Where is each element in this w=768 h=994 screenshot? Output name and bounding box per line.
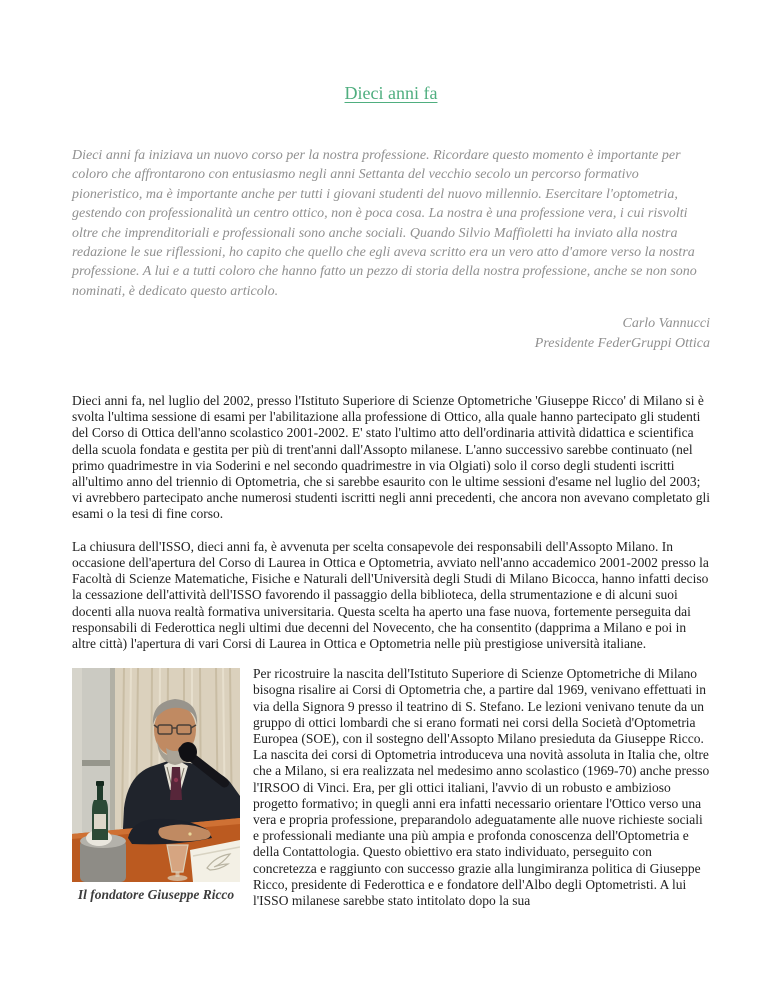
article-title[interactable]: Dieci anni fa [344, 83, 438, 103]
photo-giuseppe-ricco-image [72, 668, 240, 882]
photo-caption: Il fondatore Giuseppe Ricco [77, 887, 235, 903]
paragraph-3-block [72, 666, 710, 909]
intro-paragraph: Dieci anni fa iniziava un nuovo corso per la nostra professione. Ricordare questo momento è importante per coloro che affrontarono con entusiasmo negli anni Settanta del vecchio secolo un percorso formativo pioneristico, ma è importante anche per tutti i giovani studenti del nuovo millennio. Esercitare l'optometria, gestendo con professionalità un centro ottico, non è poca cosa. La nostra è una professione vera, i cui risvolti oltre che imprenditoriali e professionali sono anche sociali. Quando Silvio Maffioletti ha inviato alla nostra redazione le sue riflessioni, ho capito che quello che egli aveva scritto era un vero atto d'amore verso la nostra professione. A lui e a tutti coloro che hanno fatto un pezzo di storia della nostra professione, anche se non sono nominati, è dedicato questo articolo. [72, 148, 697, 299]
attribution-name: Carlo Vannucci [622, 316, 710, 332]
attribution [72, 314, 710, 353]
attribution-role: Presidente FederGruppi Ottica [534, 335, 710, 351]
photo-figure [72, 668, 240, 903]
paragraph-1: Dieci anni fa, nel luglio del 2002, presso l'Istituto Superiore di Scienze Optometriche 'Giuseppe Ricco' di Milano si è svolta l'ultima sessione di esami per l'abilitazione alla professione di Ottico, alla quale hanno partecipato gli studenti del Corso di Ottica dell'anno scolastico 2001-2002. E' stato l'ultimo atto dell'ordinaria attività didattica e scientifica della scuola fondata e gestita per più di trent'anni dall'Assopto milanese. L'anno successivo sarebbe continuato (nel primo quadrimestre in via Soderini e nel secondo quadrimestre in via Olgiati) solo il corso degli studenti iscritti all'ultimo anno del triennio di Optometria, che si sarebbe esaurito con le ultime sessioni d'esame nel luglio del 2003; vi avrebbero partecipato anche numerosi studenti iscritti negli anni precedenti, che ancora non avevano completato gli esami o la tesi di fine corso. [72, 393, 711, 522]
paragraph-2: La chiusura dell'ISSO, dieci anni fa, è avvenuta per scelta consapevole dei responsabili dell'Assopto Milano. In occasione dell'apertura del Corso di Laurea in Ottica e Optometria, avviato nell'anno accademico 2001-2002 presso la Facoltà di Scienze Matematiche, Fisiche e Naturali dell'Università degli Studi di Milano Bicocca, hanno infatti deciso la cessazione dell'attività dell'ISSO favorendo il passaggio della biblioteca, della strumentazione e di alcuni suoi docenti alla nuova realtà formativa universitaria. Questa scelta ha aperto una fase nuova, fortemente perseguita dai responsabili di Federottica negli ultimi due decenni del Novecento, che ha consentito (dapprima a Milano e poi in altre città) l'apertura di vari Corsi di Laurea in Ottica e Optometria nelle più prestigiose università italiane. [72, 538, 709, 651]
paragraph-3: Per ricostruire la nascita dell'Istituto Superiore di Scienze Optometriche di Milano bisogna risalire ai Corsi di Optometria che, a partire dal 1969, venivano effettuati in via della Signora 9 presso il teatrino di S. Stefano. Le lezioni venivano tenute da un gruppo di ottici lombardi che si erano formati nei corsi della Società d'Optometria Europea (SOE), con il sostegno dell'Assopto Milano presieduta da Giuseppe Ricco. La nascita dei corsi di Optometria introduceva una novità assoluta in Italia che, oltre che a Milano, si era realizzata nel medesimo anno scolastico (1969-70) anche presso l'IRSOO di Vinci. Era, per gli ottici italiani, l'avvio di un robusto e ambizioso progetto formativo; in quegli anni era infatti necessario orientare l'Ottico verso una vera e propria professione, preparandolo adeguatamente alle nuove richieste sociali e professionali mediante una più ampia e profonda conoscenza dell'Optometria e della Contattologia. Questo obiettivo era stato individuato, perseguito con concretezza e raggiunto con successo grazie alla lungimiranza politica di Giuseppe Ricco, presidente di Federottica e e fondatore dell'Albo degli Optometristi. A lui l'ISSO milanese sarebbe stato intitolato dopo la sua [253, 666, 710, 908]
